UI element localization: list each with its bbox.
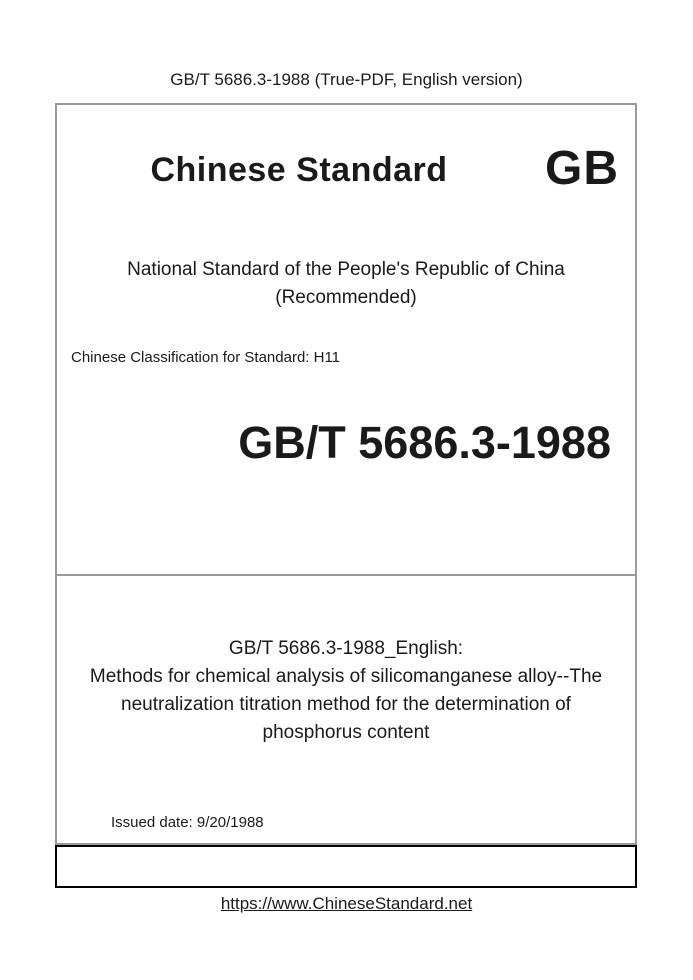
english-description-block [57,635,635,747]
classification-line: Chinese Classification for Standard: H11 [71,349,341,366]
national-standard-line: National Standard of the People's Republic of China [127,259,565,280]
national-standard-block [57,256,635,312]
standard-code: GB/T 5686.3-1988 [238,417,611,468]
description-line: Methods for chemical analysis of silicomanganese alloy--The [89,666,603,687]
gb-logo: GB [545,142,619,195]
brand-title: Chinese Standard [150,151,448,189]
description-line: neutralization titration method for the determination of [121,694,571,715]
recommended-line: (Recommended) [275,287,417,308]
page-header-title: GB/T 5686.3-1988 (True-PDF, English version) [170,70,523,89]
description-heading: GB/T 5686.3-1988_English: [228,638,464,659]
description-line: phosphorus content [262,722,430,743]
cover-box [55,103,637,845]
issued-date: Issued date: 9/20/1988 [111,814,264,831]
website-link[interactable]: https://www.ChineseStandard.net [220,894,473,913]
section-divider [57,574,635,576]
empty-footer-box [55,845,637,888]
